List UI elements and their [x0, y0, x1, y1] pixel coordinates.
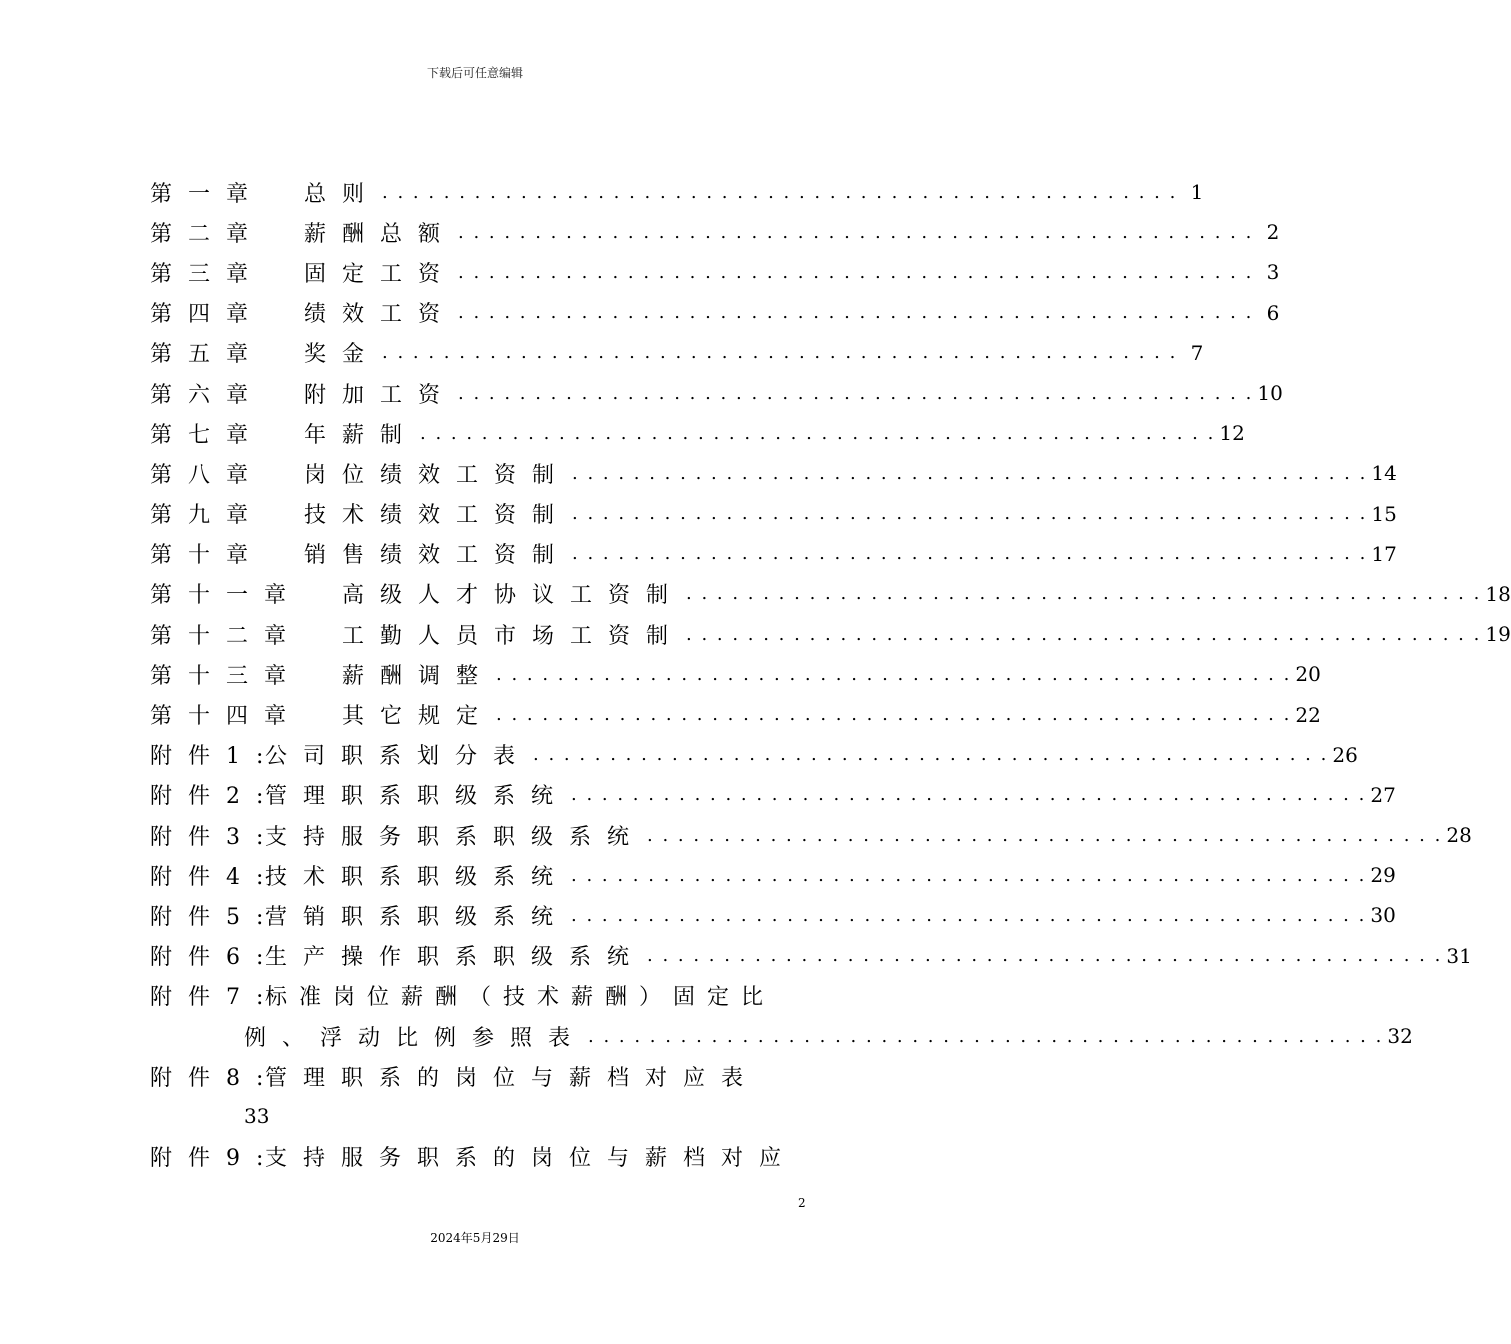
toc-title: 工勤人员市场工资制 — [342, 623, 685, 649]
toc-label: 第一章 — [150, 181, 265, 207]
toc-entry[interactable] — [150, 534, 1397, 574]
toc-title: 销售绩效工资制 — [304, 543, 571, 569]
toc-label: 第十四章 — [150, 704, 303, 730]
toc-entry[interactable] — [150, 614, 1511, 654]
toc-leader: . . . . . . . . . . . . . . . . . . . . . . . . . . . . . . . . . . . . . . . . . . . . . . . . . . . . — [382, 181, 1178, 203]
toc-label: 第十三章 — [150, 663, 303, 689]
toc-label: 第二章 — [150, 221, 265, 247]
toc-page: 18 — [1485, 581, 1511, 606]
toc-label: 附件3: — [150, 824, 280, 850]
toc-title: 总则 — [304, 181, 381, 207]
toc-entry[interactable] — [150, 494, 1397, 534]
toc-label: 第三章 — [150, 261, 265, 287]
toc-leader: . . . . . . . . . . . . . . . . . . . . . . . . . . . . . . . . . . . . . . . . . . . . . . . . . . . . — [458, 382, 1254, 404]
toc-leader: . . . . . . . . . . . . . . . . . . . . . . . . . . . . . . . . . . . . . . . . . . . . . . . . . . . . — [496, 704, 1292, 726]
toc-label: 附件4: — [150, 864, 280, 890]
toc-title: 绩效工资 — [304, 302, 457, 328]
toc-entry[interactable] — [150, 895, 1396, 935]
toc-title: 管理职系的岗位与薪档对应表 — [265, 1065, 760, 1091]
toc-entry-continued[interactable] — [150, 1096, 792, 1136]
toc-entry[interactable] — [150, 855, 1396, 895]
toc-page: 27 — [1370, 782, 1396, 807]
toc-title: 生产操作职系职级系统 — [265, 945, 646, 971]
toc-entry[interactable] — [150, 172, 1204, 212]
toc-entry[interactable] — [150, 333, 1204, 373]
toc-title: 管理职系职级系统 — [265, 784, 570, 810]
toc-label: 附件5: — [150, 904, 280, 930]
toc-entry[interactable] — [150, 293, 1280, 333]
toc-leader: . . . . . . . . . . . . . . . . . . . . . . . . . . . . . . . . . . . . . . . . . . . . . . . . . . . . — [571, 904, 1367, 926]
toc-entry[interactable] — [150, 413, 1245, 453]
toc-label: 第十一章 — [150, 583, 303, 609]
toc-entry[interactable] — [150, 976, 792, 1016]
toc-label: 附件6: — [150, 945, 280, 971]
toc-entry[interactable] — [150, 735, 1358, 775]
toc-label: 附件8: — [150, 1065, 280, 1091]
toc-title: 固定工资 — [304, 261, 457, 287]
toc-page: 12 — [1219, 421, 1245, 446]
toc-entry[interactable] — [150, 252, 1280, 292]
toc-page: 6 — [1266, 300, 1280, 325]
toc-page: 1 — [1190, 180, 1204, 205]
toc-page: 3 — [1266, 260, 1280, 285]
toc-leader: . . . . . . . . . . . . . . . . . . . . . . . . . . . . . . . . . . . . . . . . . . . . . . . . . . . . — [572, 503, 1368, 525]
toc-page: 33 — [244, 1104, 270, 1129]
toc-leader: . . . . . . . . . . . . . . . . . . . . . . . . . . . . . . . . . . . . . . . . . . . . . . . . . . . . — [533, 744, 1329, 766]
toc-title: 高级人才协议工资制 — [342, 583, 685, 609]
toc-title: 支持服务职系的岗位与薪档对应 — [265, 1146, 798, 1172]
toc-title: 薪酬调整 — [342, 663, 495, 689]
toc-entry[interactable] — [150, 574, 1511, 614]
toc-page: 7 — [1190, 340, 1204, 365]
toc-label: 第十章 — [150, 543, 265, 569]
toc-title: 奖金 — [304, 342, 381, 368]
toc-label: 第六章 — [150, 382, 265, 408]
toc-leader: . . . . . . . . . . . . . . . . . . . . . . . . . . . . . . . . . . . . . . . . . . . . . . . . . . . . — [647, 945, 1443, 967]
page-footer-date: 2024年5月29日 — [430, 1231, 520, 1245]
toc-entry[interactable] — [150, 694, 1321, 734]
toc-title: 技术绩效工资制 — [304, 503, 571, 529]
toc-page: 30 — [1370, 903, 1396, 928]
toc-entry[interactable] — [150, 654, 1321, 694]
toc-label: 第五章 — [150, 342, 265, 368]
toc-page: 28 — [1446, 823, 1472, 848]
toc-title: 附加工资 — [304, 382, 457, 408]
toc-label: 附件9: — [150, 1146, 280, 1172]
toc-title-continued: 例、浮动比例参照表 — [244, 1025, 587, 1051]
toc-entry[interactable] — [150, 815, 1472, 855]
toc-page: 31 — [1446, 943, 1472, 968]
toc-page: 17 — [1371, 541, 1397, 566]
toc-entry[interactable] — [150, 1056, 792, 1096]
toc-entry[interactable] — [150, 453, 1397, 493]
toc-entry-continued[interactable] — [150, 1016, 1413, 1056]
toc-label: 第七章 — [150, 422, 265, 448]
toc-title: 公司职系划分表 — [265, 744, 532, 770]
toc-leader: . . . . . . . . . . . . . . . . . . . . . . . . . . . . . . . . . . . . . . . . . . . . . . . . . . . . — [458, 302, 1254, 324]
toc-entry[interactable] — [150, 936, 1472, 976]
toc-leader: . . . . . . . . . . . . . . . . . . . . . . . . . . . . . . . . . . . . . . . . . . . . . . . . . . . . — [496, 663, 1292, 685]
toc-page: 32 — [1387, 1024, 1413, 1049]
table-of-contents — [150, 172, 1511, 1177]
toc-page: 2 — [1266, 220, 1280, 245]
toc-page: 14 — [1371, 461, 1397, 486]
toc-page: 29 — [1370, 863, 1396, 888]
page-number: 2 — [798, 1196, 806, 1210]
toc-leader: . . . . . . . . . . . . . . . . . . . . . . . . . . . . . . . . . . . . . . . . . . . . . . . . . . . . — [382, 342, 1178, 364]
toc-label: 附件2: — [150, 784, 280, 810]
toc-leader: . . . . . . . . . . . . . . . . . . . . . . . . . . . . . . . . . . . . . . . . . . . . . . . . . . . . — [571, 864, 1367, 886]
toc-leader: . . . . . . . . . . . . . . . . . . . . . . . . . . . . . . . . . . . . . . . . . . . . . . . . . . . . — [686, 623, 1482, 645]
toc-title: 技术职系职级系统 — [265, 864, 570, 890]
toc-page: 15 — [1371, 501, 1397, 526]
toc-label: 第九章 — [150, 503, 265, 529]
toc-leader: . . . . . . . . . . . . . . . . . . . . . . . . . . . . . . . . . . . . . . . . . . . . . . . . . . . . — [686, 583, 1482, 605]
toc-label: 第十二章 — [150, 623, 303, 649]
toc-page: 10 — [1257, 381, 1283, 406]
toc-title: 岗位绩效工资制 — [304, 462, 571, 488]
toc-title: 标准岗位薪酬（技术薪酬）固定比 — [265, 985, 776, 1011]
toc-leader: . . . . . . . . . . . . . . . . . . . . . . . . . . . . . . . . . . . . . . . . . . . . . . . . . . . . — [420, 422, 1216, 444]
toc-title: 营销职系职级系统 — [265, 904, 570, 930]
toc-label: 附件7: — [150, 985, 280, 1011]
toc-leader: . . . . . . . . . . . . . . . . . . . . . . . . . . . . . . . . . . . . . . . . . . . . . . . . . . . . — [588, 1025, 1384, 1047]
toc-title: 年薪制 — [304, 422, 419, 448]
toc-label: 附件1: — [150, 744, 280, 770]
toc-title: 其它规定 — [342, 704, 495, 730]
toc-entry[interactable] — [150, 775, 1396, 815]
toc-page: 22 — [1295, 702, 1321, 727]
toc-leader: . . . . . . . . . . . . . . . . . . . . . . . . . . . . . . . . . . . . . . . . . . . . . . . . . . . . — [571, 784, 1367, 806]
toc-page: 20 — [1295, 662, 1321, 687]
toc-leader: . . . . . . . . . . . . . . . . . . . . . . . . . . . . . . . . . . . . . . . . . . . . . . . . . . . . — [458, 261, 1254, 283]
toc-leader: . . . . . . . . . . . . . . . . . . . . . . . . . . . . . . . . . . . . . . . . . . . . . . . . . . . . — [572, 543, 1368, 565]
toc-entry[interactable] — [150, 1137, 798, 1177]
toc-entry[interactable] — [150, 373, 1283, 413]
toc-leader: . . . . . . . . . . . . . . . . . . . . . . . . . . . . . . . . . . . . . . . . . . . . . . . . . . . . — [572, 462, 1368, 484]
toc-page: 19 — [1485, 622, 1511, 647]
toc-leader: . . . . . . . . . . . . . . . . . . . . . . . . . . . . . . . . . . . . . . . . . . . . . . . . . . . . — [647, 824, 1443, 846]
toc-title: 支持服务职系职级系统 — [265, 824, 646, 850]
toc-label: 第四章 — [150, 302, 265, 328]
toc-page: 26 — [1332, 742, 1358, 767]
toc-entry[interactable] — [150, 212, 1280, 252]
toc-leader: . . . . . . . . . . . . . . . . . . . . . . . . . . . . . . . . . . . . . . . . . . . . . . . . . . . . — [458, 221, 1254, 243]
toc-title: 薪酬总额 — [304, 221, 457, 247]
page-header: 下载后可任意编辑 — [426, 66, 523, 80]
toc-label: 第八章 — [150, 462, 265, 488]
